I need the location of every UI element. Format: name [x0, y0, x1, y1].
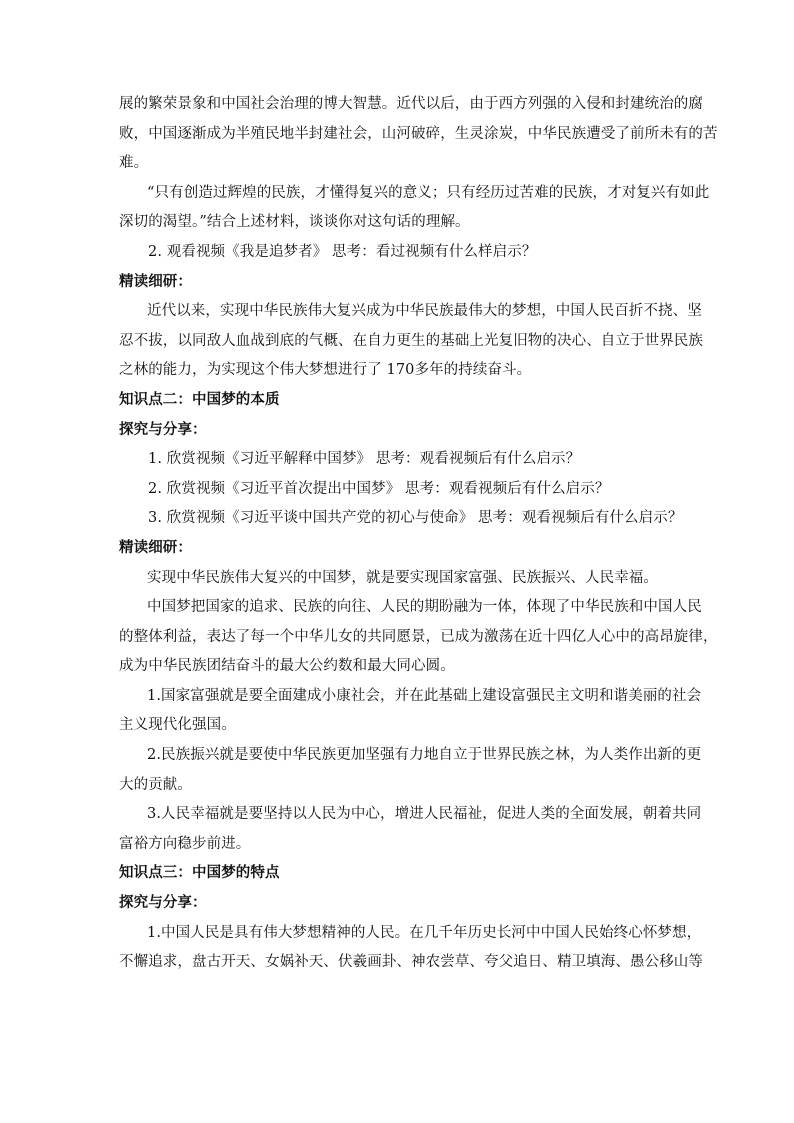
- list-item: 大的贡献。: [119, 776, 192, 793]
- section-heading: 探究与分享：: [119, 895, 207, 912]
- section-heading: 精读细研：: [119, 273, 192, 290]
- paragraph-line: 中国梦把国家的追求、民族的向往、人民的期盼融为一体，体现了中华民族和中国人民: [147, 599, 702, 616]
- paragraph-line: 难。: [119, 155, 149, 172]
- quote-line: “只有创造过辉煌的民族，才懂得复兴的意义；只有经历过苦难的民族，才对复兴有如此: [147, 184, 710, 201]
- question-item: 3. 欣赏视频《习近平谈中国共产党的初心与使命》 思考：观看视频后有什么启示？: [148, 510, 683, 527]
- document-body: [119, 90, 718, 978]
- paragraph-line: 的整体利益，表达了每一个中华儿女的共同愿景，已成为激荡在近十四亿人心中的高昂旋律，: [119, 628, 718, 645]
- list-item: 2.民族振兴就是要使中华民族更加坚强有力地自立于世界民族之林，为人类作出新的更: [147, 747, 702, 764]
- section-heading: 精读细研：: [119, 539, 192, 556]
- section-heading: 探究与分享：: [119, 421, 207, 438]
- knowledge-point-heading: 知识点二：中国梦的本质: [119, 391, 280, 408]
- paragraph-line: 实现中华民族伟大复兴的中国梦，就是要实现国家富强、民族振兴、人民幸福。: [147, 569, 658, 586]
- knowledge-point-heading: 知识点三：中国梦的特点: [119, 865, 280, 882]
- paragraph-line: 忍不拔，以同敌人血战到底的气概、在自力更生的基础上光复旧物的决心、自立于世界民族: [119, 332, 703, 349]
- list-item: 1.国家富强就是要全面建成小康社会，并在此基础上建设富强民主文明和谐美丽的社会: [147, 687, 702, 704]
- paragraph-line: 之林的能力，为实现这个伟大梦想进行了 170多年的持续奋斗。: [119, 362, 532, 379]
- paragraph-line: 不懈追求，盘古开天、女娲补天、伏羲画卦、神农尝草、夸父追日、精卫填海、愚公移山等: [119, 954, 703, 971]
- paragraph-line: 败，中国逐渐成为半殖民地半封建社会，山河破碎，生灵涂炭，中华民族遭受了前所未有的苦: [119, 125, 718, 142]
- list-item: 富裕方向稳步前进。: [119, 835, 251, 852]
- question-item: 2. 欣赏视频《习近平首次提出中国梦》 思考：观看视频后有什么启示？: [148, 480, 610, 497]
- question-item: 1. 欣赏视频《习近平解释中国梦》 思考：观看视频后有什么启示？: [148, 451, 581, 468]
- question-item: 2. 观看视频《我是追梦者》 思考：看过视频有什么样启示？: [148, 243, 537, 260]
- paragraph-line: 近代以来，实现中华民族伟大复兴成为中华民族最伟大的梦想，中国人民百折不挠、坚: [147, 303, 702, 320]
- list-item: 3.人民幸福就是要坚持以人民为中心，增进人民福祉，促进人类的全面发展，朝着共同: [147, 806, 702, 823]
- list-item: 主义现代化强国。: [119, 717, 236, 734]
- quote-line: 深切的渴望。”结合上述材料，谈谈你对这句话的理解。: [119, 214, 470, 231]
- paragraph-line: 展的繁荣景象和中国社会治理的博大智慧。近代以后，由于西方列强的入侵和封建统治的腐: [119, 96, 703, 112]
- paragraph-line: 1.中国人民是具有伟大梦想精神的人民。在几千年历史长河中中国人民始终心怀梦想，: [147, 924, 702, 941]
- paragraph-line: 成为中华民族团结奋斗的最大公约数和最大同心圆。: [119, 658, 455, 675]
